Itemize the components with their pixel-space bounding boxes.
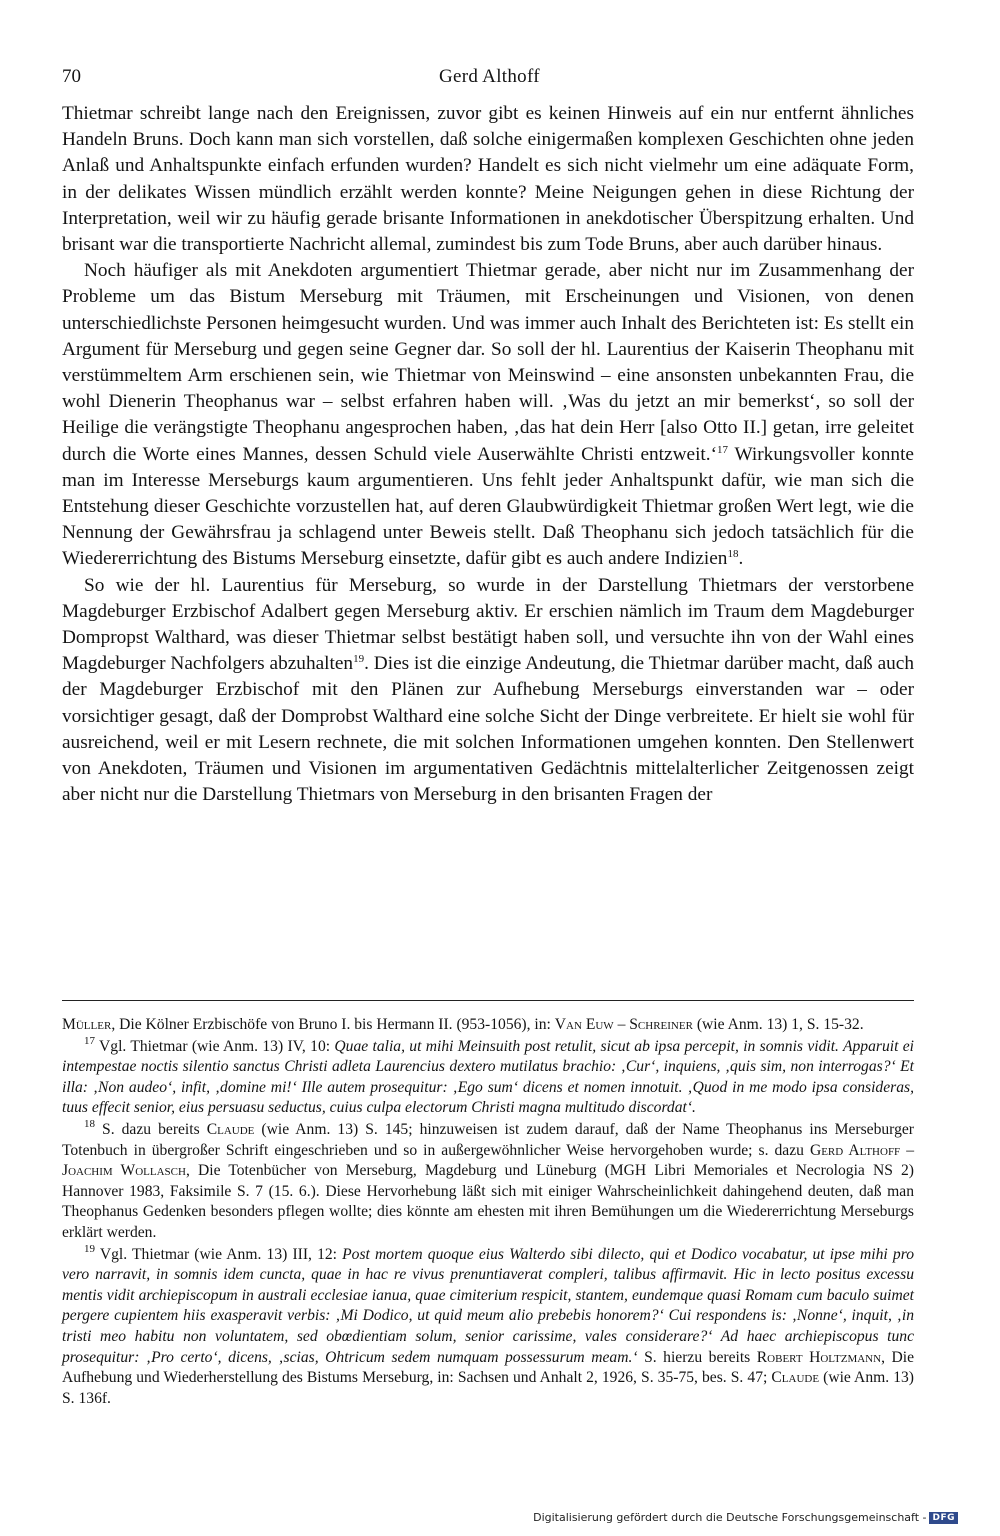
footnote-ref-18[interactable]: 18 bbox=[727, 548, 739, 561]
page-number: 70 bbox=[62, 66, 81, 87]
dfg-logo-icon: DFG bbox=[929, 1512, 958, 1524]
footnote-ref-19[interactable]: 19 bbox=[353, 653, 365, 666]
credit-text: Digitalisierung gefördert durch die Deutsche Forschungsgemeinschaft - bbox=[533, 1511, 927, 1524]
footnote-continuation: Müller, Die Kölner Erzbischöfe von Bruno I. bis Hermann II. (953-1056), in: Van Euw – Schreiner (wie Anm. 13) 1, S. 15-32. bbox=[62, 1016, 864, 1033]
footnote-17: $^{17}$ Vgl. Thietmar (wie Anm. 13) IV, 10: Quae talia, ut mihi Meinsuith post retulit, sicut ab ipsa percepit, in somnis vidit. Apparuit ei intempestae noctis silentio sanctus Christi adleta Laurencius dextero mutilatus brachio: ‚Cur‘, inquiens, ‚quis sim, non interrogas?‘ Et illa: ‚Non audeo‘, infit, ‚domine mi!‘ Ille autem prosequitur: ‚Ego sum‘ dicens et nomen innotuit. ‚Quod in me modo ipsa consideras, tuus effecit senior, eius persuasu seductus, cuius culpa electorum Christi magna multitudo discordat‘. bbox=[62, 1034, 914, 1117]
digitization-credit bbox=[533, 1511, 958, 1524]
footnote-19: $^{19}$ Vgl. Thietmar (wie Anm. 13) III, 12: Post mortem quoque eius Walterdo sibi dilecto, qui et Dodico vocabatur, ut ipse mihi pro vero narravit, in somnis idem cuncta, quae in hac re vivus prenuntiaverat compleri, talibus affirmavit. Hic in lecto positus excessu mentis vidit archiepiscopum in australi ecclesiae ianua, quae cimiterium respicit, stantem, eundemque quasi Romam cum baculo suimet pergere cupientem hiis exasperavit verbis: ‚Mi Dodico, ut quid meum alio prebebis honorem?‘ Cui respondens is: ‚Nonne‘, inquit, ‚in tristi meo habitu non voluntatem, sed obœdientiam solum, senior carissime, vales considerare?‘ Ad haec archiepiscopus tunc prosequitur: ‚Pro certo‘, dicens, ‚scias, Ohtricum sedem numquam possessurum meam.‘ S. hierzu bereits Robert Holtzmann, Die Aufhebung und Wiederherstellung des Bistums Merseburg, in: Sachsen und Anhalt 2, 1926, S. 35-75, bes. S. 47; Claude (wie Anm. 13) S. 136f. bbox=[62, 1242, 915, 1407]
footnotes bbox=[62, 1015, 914, 1410]
footnote-separator bbox=[62, 1000, 914, 1001]
footnote-ref-17[interactable]: 17 bbox=[717, 443, 729, 456]
running-title: Gerd Althoff bbox=[439, 66, 540, 87]
main-text bbox=[62, 101, 914, 808]
page-header bbox=[62, 66, 912, 94]
paragraph-2: Noch häufiger als mit Anekdoten argumentiert Thietmar gerade, aber nicht nur im Zusammenhang der Probleme um das Bistum Merseburg mit Träumen, mit Erscheinungen und Visionen, von denen unterschiedlichste Personen heimgesucht wurden. Und was immer auch Inhalt des Berichteten ist: Es stellt ein Argument für Merseburg und gegen seine Gegner dar. So soll der hl. Laurentius der Kaiserin Theophanu mit verstümmeltem Arm erschienen sein, wie Thietmar von Meinswind – eine ansonsten unbekannten Frau, die wohl Dienerin Theophanus war – selbst erfahren haben will. ‚Was du jetzt an mir bemerkst‘, so soll der Heilige die verängstigte Theophanu angesprochen haben, ‚das hat dein Herr [also Otto II.] getan, irre geleitet durch die Worte eines Mannes, dessen Schuld viele Auserwählte Christi entzweit.‘$^{17}$ Wirkungsvoller konnte man im Interesse Merseburgs kaum argumentieren. Uns fehlt jeder Anhaltspunkt dafür, wie man sich die Entstehung dieser Geschichte vorzustellen hat, auf deren Glaubwürdigkeit Thietmar großen Wert legt, wie die Nennung der Gewährsfrau ja schlagend unter Beweis stellt. Daß Theophanu sich jedoch tatsächlich für die Wiedererrichtung des Bistums Merseburg einsetzte, dafür gibt es auch andere Indizien$^{18}$. bbox=[62, 260, 914, 570]
footnote-18: $^{18}$ S. dazu bereits Claude (wie Anm. 13) S. 145; hinzuweisen ist zudem darauf, daß der Name Theophanus ins Merseburger Totenbuch in übergroßer Schrift eingeschrieben und so in außergewöhnlicher Weise hervorgehoben wurde; s. dazu Gerd Althoff – Joachim Wollasch, Die Totenbücher von Merseburg, Magdeburg und Lüneburg (MGH Libri Memoriales et Necrologia NS 2) Hannover 1983, Faksimile S. 7 (15. 6.). Diese Hervorhebung läßt sich mit einiger Wahrscheinlichkeit dahingehend deuten, daß man Theophanus Gedenken besonders pflegen wollte; dies könnte am ehesten mit ihren Bemühungen um die Wiedererrichtung Merseburgs erklärt werden. bbox=[62, 1117, 914, 1241]
paragraph-1: Thietmar schreibt lange nach den Ereignissen, zuvor gibt es keinen Hinweis auf ein nur entfernt ähnliches Handeln Bruns. Doch kann man sich vorstellen, daß solche einigermaßen komplexen Geschichten ohne jeden Anlaß und Anhaltspunkte einfach erfunden wurden? Handelt es sich nicht vielmehr um eine adäquate Form, in der delikates Wissen mündlich erzählt werden konnte? Meine Neigungen gehen in diese Richtung der Interpretation, weil wir zu häufig gerade brisante Informationen in anekdotischer Überspitzung erhalten. Und brisant war die transportierte Nachricht allemal, zumindest bis zum Tode Bruns, aber auch darüber hinaus. bbox=[62, 103, 914, 256]
paragraph-3: So wie der hl. Laurentius für Merseburg, so wurde in der Darstellung Thietmars der verstorbene Magdeburger Erzbischof Adalbert gegen Merseburg aktiv. Er erschien nämlich im Traum dem Magdeburger Dompropst Walthard, was dieser Thietmar selbst bestätigt haben soll, und versuchte ihn von der Wahl eines Magdeburger Nachfolgers abzuhalten$^{19}$. Dies ist die einzige Andeutung, die Thietmar darüber macht, daß auch der Magdeburger Erzbischof mit den Plänen zur Aufhebung Merseburgs einverstanden war – oder vorsichtiger gesagt, daß der Domprobst Walthard eine solche Sicht der Dinge verbreitete. Er hielt sie wohl für ausreichend, weil er mit Lesern rechnete, die mit solchen Informationen umgehen konnten. Den Stellenwert von Anekdoten, Träumen und Visionen im argumentativen Gedächtnis mittelalterlicher Zeitgenossen zeigt aber nicht nur die Darstellung Thietmars von Merseburg in den brisanten Fragen der bbox=[62, 574, 914, 806]
